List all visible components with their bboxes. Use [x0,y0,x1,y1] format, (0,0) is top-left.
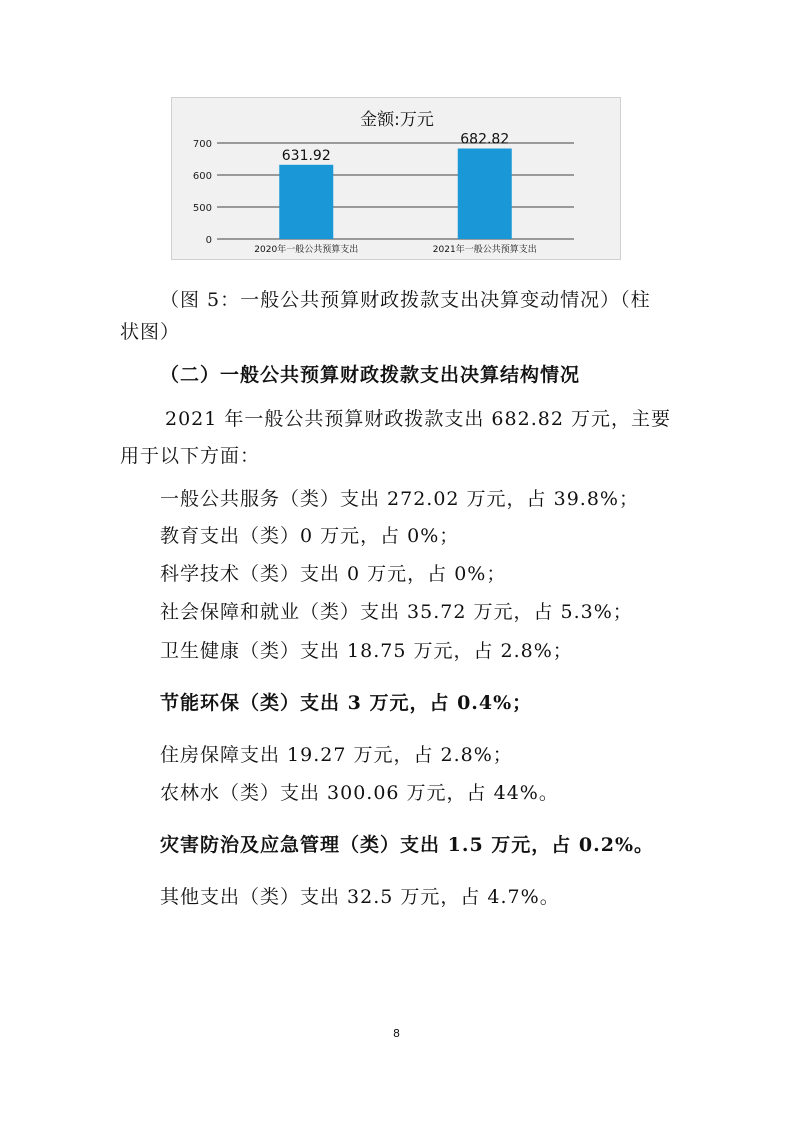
x-category-label: 2020年一般公共预算支出 [254,245,359,255]
data-label: 682.82 [460,131,510,148]
bar [279,165,333,239]
list-item: 灾害防治及应急管理（类）支出 1.5 万元，占 0.2%。 [160,834,655,856]
bar [458,148,512,239]
list-item: 科学技术（类）支出 0 万元，占 0%； [160,563,507,585]
list-item: 卫生健康（类）支出 18.75 万元，占 2.8%； [160,640,573,662]
x-category-label: 2021年一般公共预算支出 [432,245,537,255]
intro-line-1: 2021 年一般公共预算财政拨款支出 682.82 万元，主要 [165,408,671,430]
y-tick-label: 600 [192,171,212,182]
page-number: 8 [393,1027,400,1040]
section-heading: （二）一般公共预算财政拨款支出决算结构情况 [160,364,581,386]
list-item: 住房保障支出 19.27 万元，占 2.8%； [160,744,513,766]
figure-caption-line-1: （图 5：一般公共预算财政拨款支出决算变动情况）（柱 [160,289,651,311]
list-item: 社会保障和就业（类）支出 35.72 万元，占 5.3%； [160,601,633,623]
data-label: 631.92 [281,147,331,164]
list-item: 农林水（类）支出 300.06 万元，占 44%。 [160,782,559,804]
chart-title: 金额:万元 [360,110,434,130]
figure-caption-line-2: 状图） [120,321,181,343]
y-tick-label: 0 [205,235,212,246]
list-item: 一般公共服务（类）支出 272.02 万元，占 39.8%； [160,488,639,510]
intro-line-2: 用于以下方面： [120,445,261,467]
list-item: 节能环保（类）支出 3 万元，占 0.4%； [160,692,533,714]
list-item: 其他支出（类）支出 32.5 万元，占 4.7%。 [160,886,560,908]
y-tick-label: 700 [192,139,212,150]
y-tick-label: 500 [192,203,212,214]
bar-chart-svg [172,98,622,261]
bar-chart [171,97,621,260]
list-item: 教育支出（类）0 万元，占 0%； [160,525,460,547]
